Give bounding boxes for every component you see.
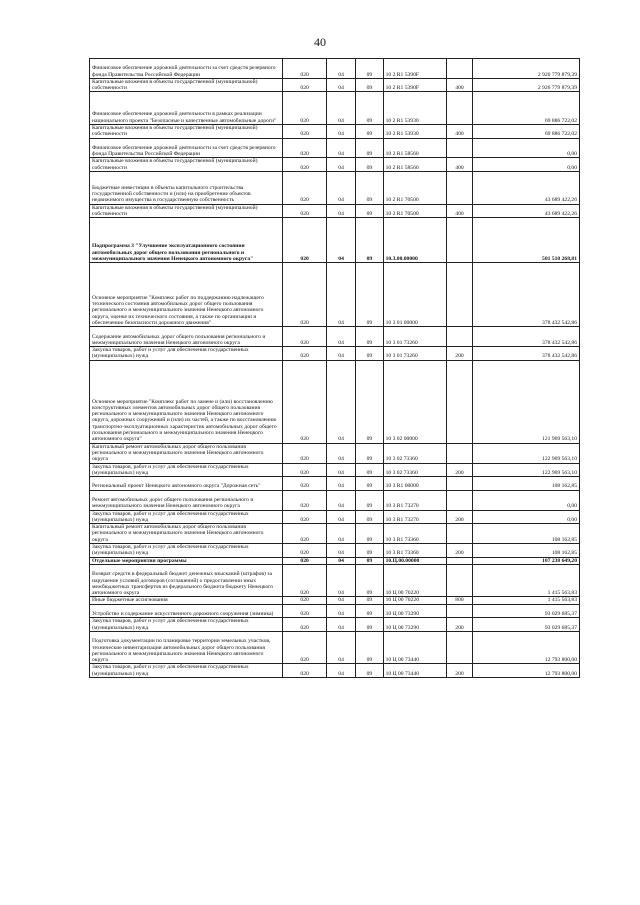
- row-admin-code: 020: [283, 347, 327, 361]
- row-target-article: 10 2 R1 70500: [383, 172, 447, 205]
- row-expense-kind: [447, 138, 472, 158]
- row-amount: 378 432 542,86: [472, 347, 579, 361]
- row-name: Закупка товаров, работ и услуг для обеспечения государственных (муниципальных) нужд: [90, 618, 283, 632]
- table-row: [90, 664, 580, 678]
- row-section: 04: [326, 510, 355, 524]
- row-amount: 501 510 268,81: [472, 218, 579, 263]
- row-subsection: 09: [356, 347, 383, 361]
- row-admin-code: 020: [283, 327, 327, 347]
- row-section: 04: [326, 124, 355, 138]
- row-admin-code: 020: [283, 524, 327, 544]
- row-expense-kind: [447, 477, 472, 491]
- row-expense-kind: [447, 92, 472, 125]
- row-admin-code: 020: [283, 158, 327, 172]
- row-section: 04: [326, 138, 355, 158]
- row-section: 04: [326, 59, 355, 79]
- row-name: Финансовое обеспечение дорожной деятельности в рамках реализации национального проекта "Безопасные и качественные автомобильные дороги": [90, 92, 283, 125]
- row-expense-kind: [447, 631, 472, 664]
- page-number: 40: [314, 35, 326, 49]
- row-name: Бюджетные инвестиции в объекты капитального строительства государственной собственности и (или) на приобретение объектов недвижимого имущества в государственную собственность: [90, 172, 283, 205]
- row-admin-code: 020: [283, 204, 327, 218]
- row-expense-kind: [447, 360, 472, 443]
- row-expense-kind: [447, 218, 472, 263]
- row-admin-code: 020: [283, 78, 327, 92]
- row-target-article: 10 2 R1 70500: [383, 204, 447, 218]
- row-subsection: 09: [356, 631, 383, 664]
- row-amount: 0,00: [472, 138, 579, 158]
- row-admin-code: 020: [283, 138, 327, 158]
- row-target-article: 10 3 R1 00000: [383, 477, 447, 491]
- row-amount: 1 415 563,83: [472, 564, 579, 597]
- row-target-article: 10 3 R1 73270: [383, 490, 447, 510]
- row-expense-kind: 200: [447, 664, 472, 678]
- row-section: 04: [326, 218, 355, 263]
- row-name: Иные бюджетные ассигнования: [90, 597, 283, 604]
- row-expense-kind: 400: [447, 204, 472, 218]
- row-admin-code: 020: [283, 604, 327, 618]
- row-section: 04: [326, 347, 355, 361]
- table-row: [90, 604, 580, 618]
- row-amount: 2 926 779 879,39: [472, 59, 579, 79]
- row-expense-kind: [447, 172, 472, 205]
- row-section: 04: [326, 604, 355, 618]
- row-amount: 1 415 563,83: [472, 597, 579, 604]
- row-amount: 378 432 542,86: [472, 327, 579, 347]
- row-expense-kind: [447, 59, 472, 79]
- row-expense-kind: [447, 443, 472, 463]
- table-row: [90, 477, 580, 491]
- row-section: 04: [326, 490, 355, 510]
- row-subsection: 09: [356, 597, 383, 604]
- table-row: [90, 564, 580, 597]
- row-target-article: 10 2 R1 5390F: [383, 59, 447, 79]
- table-row: [90, 327, 580, 347]
- row-name: Закупка товаров, работ и услуг для обеспечения государственных (муниципальных) нужд: [90, 664, 283, 678]
- table-row: [90, 124, 580, 138]
- row-expense-kind: 400: [447, 78, 472, 92]
- budget-table-body: [90, 59, 580, 678]
- table-row: [90, 204, 580, 218]
- row-expense-kind: 200: [447, 463, 472, 477]
- row-amount: 43 689 422,26: [472, 204, 579, 218]
- row-admin-code: 020: [283, 490, 327, 510]
- row-target-article: 10 Ц 00 73290: [383, 618, 447, 632]
- row-name: Капитальные вложения в объекты государственной (муниципальной) собственности: [90, 204, 283, 218]
- row-name: Капитальный ремонт автомобильных дорог общего пользования регионального и межмуниципального значения Ненецкого автономного округа: [90, 443, 283, 463]
- table-row: [90, 138, 580, 158]
- row-target-article: 10 3 R1 73360: [383, 524, 447, 544]
- row-expense-kind: 200: [447, 544, 472, 558]
- row-admin-code: 020: [283, 557, 327, 564]
- table-row: [90, 510, 580, 524]
- row-target-article: 10 Ц 00 70220: [383, 564, 447, 597]
- row-name: Основное мероприятие "Комплекс работ по замене и (или) восстановлению конструктивных элементов автомобильных дорог общего пользования регионального и межмуниципального значения Ненецкого автономного округа, дорожных сооружений и (или) их частей, а также по восстановлению транспортно-эксплуатационных характеристик автомобильных дорог общего пользования регионального и межмуниципального значения Ненецкого автономного округа": [90, 360, 283, 443]
- row-amount: 108 162,85: [472, 544, 579, 558]
- row-subsection: 09: [356, 510, 383, 524]
- row-expense-kind: [447, 524, 472, 544]
- row-expense-kind: 200: [447, 347, 472, 361]
- table-row: [90, 597, 580, 604]
- row-section: 04: [326, 557, 355, 564]
- row-subsection: 09: [356, 524, 383, 544]
- row-name: Капитальные вложения в объекты государственной (муниципальной) собственности: [90, 158, 283, 172]
- row-name: Содержание автомобильных дорог общего пользования регионального и межмуниципального значения Ненецкого автономного округа: [90, 327, 283, 347]
- row-amount: 12 793 800,00: [472, 664, 579, 678]
- row-subsection: 09: [356, 218, 383, 263]
- table-row: [90, 92, 580, 125]
- row-name: Региональный проект Ненецкого автономного округа "Дорожная сеть": [90, 477, 283, 491]
- row-section: 04: [326, 477, 355, 491]
- row-expense-kind: [447, 490, 472, 510]
- row-section: 04: [326, 172, 355, 205]
- row-name: Капитальный ремонт автомобильных дорог общего пользования регионального и межмуниципального значения Ненецкого автономного округа: [90, 524, 283, 544]
- row-target-article: 10 3 02 00000: [383, 360, 447, 443]
- row-target-article: 10 2 R1 5390F: [383, 78, 447, 92]
- row-section: 04: [326, 78, 355, 92]
- row-target-article: 10 3 R1 73360: [383, 544, 447, 558]
- row-target-article: 10 3 01 00000: [383, 263, 447, 327]
- row-admin-code: 020: [283, 443, 327, 463]
- row-amount: 93 029 685,37: [472, 604, 579, 618]
- row-amount: 107 238 649,20: [472, 557, 579, 564]
- row-name: Финансовое обеспечение дорожной деятельности за счет средств резервного фонда Правительства Российской Федерации: [90, 59, 283, 79]
- row-target-article: 10 3 02 73360: [383, 443, 447, 463]
- table-row: [90, 59, 580, 79]
- row-section: 04: [326, 158, 355, 172]
- row-subsection: 09: [356, 158, 383, 172]
- row-subsection: 09: [356, 557, 383, 564]
- row-name: Капитальные вложения в объекты государственной (муниципальной) собственности: [90, 124, 283, 138]
- row-section: 04: [326, 631, 355, 664]
- row-section: 04: [326, 463, 355, 477]
- row-section: 04: [326, 204, 355, 218]
- row-subsection: 09: [356, 490, 383, 510]
- row-admin-code: 020: [283, 463, 327, 477]
- row-target-article: 10 2 R1 58560: [383, 138, 447, 158]
- row-admin-code: 020: [283, 564, 327, 597]
- row-subsection: 09: [356, 204, 383, 218]
- row-section: 04: [326, 92, 355, 125]
- row-subsection: 09: [356, 664, 383, 678]
- row-admin-code: 020: [283, 263, 327, 327]
- row-target-article: 10 2 R1 53930: [383, 92, 447, 125]
- row-subsection: 09: [356, 544, 383, 558]
- row-target-article: 10 Ц 00 73440: [383, 664, 447, 678]
- row-amount: 122 969 563,10: [472, 443, 579, 463]
- row-subsection: 09: [356, 443, 383, 463]
- row-name: Подготовка документации по планировке территории земельных участков, технические инвентаризации автомобильных дорог общего пользования регионального и межмуниципального значения Ненецкого автономного округа: [90, 631, 283, 664]
- row-name: Финансовое обеспечение дорожной деятельности за счет средств резервного фонда Правительства Российской Федерации: [90, 138, 283, 158]
- row-expense-kind: 200: [447, 618, 472, 632]
- table-row: [90, 631, 580, 664]
- row-expense-kind: 800: [447, 597, 472, 604]
- row-amount: 93 029 685,37: [472, 618, 579, 632]
- row-amount: 108 162,85: [472, 524, 579, 544]
- row-admin-code: 020: [283, 664, 327, 678]
- table-row: [90, 263, 580, 327]
- row-target-article: 10 Ц 00 73440: [383, 631, 447, 664]
- row-subsection: 09: [356, 463, 383, 477]
- row-admin-code: 020: [283, 360, 327, 443]
- row-section: 04: [326, 327, 355, 347]
- table-row: [90, 218, 580, 263]
- table-row: [90, 158, 580, 172]
- row-section: 04: [326, 618, 355, 632]
- row-subsection: 09: [356, 78, 383, 92]
- row-subsection: 09: [356, 618, 383, 632]
- table-row: [90, 544, 580, 558]
- row-subsection: 09: [356, 124, 383, 138]
- row-amount: 43 689 422,26: [472, 172, 579, 205]
- row-target-article: 10.3.00.00000: [383, 218, 447, 263]
- row-target-article: 10 3 02 73360: [383, 463, 447, 477]
- row-admin-code: 020: [283, 59, 327, 79]
- row-name: Отдельные мероприятия программы: [90, 557, 283, 564]
- row-target-article: 10 Ц 00 73290: [383, 604, 447, 618]
- table-row: [90, 78, 580, 92]
- table-row: [90, 443, 580, 463]
- row-admin-code: 020: [283, 544, 327, 558]
- row-target-article: 10 3 01 73260: [383, 347, 447, 361]
- row-section: 04: [326, 360, 355, 443]
- row-subsection: 09: [356, 138, 383, 158]
- row-section: 04: [326, 564, 355, 597]
- row-admin-code: 020: [283, 477, 327, 491]
- row-target-article: 10 Ц 00 70220: [383, 597, 447, 604]
- row-admin-code: 020: [283, 124, 327, 138]
- row-target-article: 10 3 R1 73270: [383, 510, 447, 524]
- table-row: [90, 347, 580, 361]
- row-section: 04: [326, 263, 355, 327]
- row-expense-kind: [447, 557, 472, 564]
- budget-table: [89, 58, 580, 678]
- row-admin-code: 020: [283, 92, 327, 125]
- row-amount: 378 432 542,86: [472, 263, 579, 327]
- row-subsection: 09: [356, 564, 383, 597]
- row-subsection: 09: [356, 477, 383, 491]
- row-amount: 69 886 722,02: [472, 92, 579, 125]
- row-subsection: 09: [356, 360, 383, 443]
- row-name: Устройство и содержание искусственного дорожного сооружения (зимника): [90, 604, 283, 618]
- row-name: Возврат средств в федеральный бюджет денежных взысканий (штрафов) за нарушение условий договоров (соглашений) о предоставлении иных межбюджетных трансфертов из федерального бюджета бюджету Ненецкого автономного округа: [90, 564, 283, 597]
- row-name: Закупка товаров, работ и услуг для обеспечения государственных (муниципальных) нужд: [90, 544, 283, 558]
- row-expense-kind: 400: [447, 158, 472, 172]
- table-row: [90, 490, 580, 510]
- row-target-article: 10 2 R1 58560: [383, 158, 447, 172]
- row-amount: 122 969 563,10: [472, 463, 579, 477]
- row-admin-code: 020: [283, 510, 327, 524]
- table-row: [90, 463, 580, 477]
- table-row: [90, 360, 580, 443]
- row-expense-kind: [447, 327, 472, 347]
- row-name: Закупка товаров, работ и услуг для обеспечения государственных (муниципальных) нужд: [90, 347, 283, 361]
- row-amount: 108 162,85: [472, 477, 579, 491]
- row-subsection: 09: [356, 59, 383, 79]
- row-name: Основное мероприятие "Комплекс работ по поддержанию надлежащего технического состояния автомобильных дорог общего пользования регионального и межмуниципального значения Ненецкого автономного округа, оценке их технического состояния, а также по организации и обеспечению безопасности дорожного движения": [90, 263, 283, 327]
- table-row: [90, 172, 580, 205]
- row-name: Закупка товаров, работ и услуг для обеспечения государственных (муниципальных) нужд: [90, 510, 283, 524]
- row-subsection: 09: [356, 263, 383, 327]
- row-subsection: 09: [356, 172, 383, 205]
- row-expense-kind: [447, 604, 472, 618]
- row-name: Подпрограмма 3 "Улучшение эксплуатационного состояния автомобильных дорог общего пользования регионального и межмуниципального значения Ненецкого автономного округа": [90, 218, 283, 263]
- row-expense-kind: 200: [447, 510, 472, 524]
- row-admin-code: 020: [283, 631, 327, 664]
- table-row: [90, 524, 580, 544]
- row-subsection: 09: [356, 604, 383, 618]
- row-target-article: 10 3 01 73260: [383, 327, 447, 347]
- row-admin-code: 020: [283, 172, 327, 205]
- row-section: 04: [326, 524, 355, 544]
- row-name: Ремонт автомобильных дорог общего пользования регионального и межмуниципального значения Ненецкого автономного округа: [90, 490, 283, 510]
- table-row: [90, 618, 580, 632]
- row-section: 04: [326, 544, 355, 558]
- row-amount: 12 793 800,00: [472, 631, 579, 664]
- row-amount: 2 926 779 879,39: [472, 78, 579, 92]
- table-row: [90, 557, 580, 564]
- row-amount: 0,00: [472, 158, 579, 172]
- row-section: 04: [326, 664, 355, 678]
- row-target-article: 10.Ц.00.00000: [383, 557, 447, 564]
- row-admin-code: 020: [283, 618, 327, 632]
- row-target-article: 10 2 R1 53930: [383, 124, 447, 138]
- row-amount: 0,00: [472, 490, 579, 510]
- row-admin-code: 020: [283, 597, 327, 604]
- row-name: Закупка товаров, работ и услуг для обеспечения государственных (муниципальных) нужд: [90, 463, 283, 477]
- row-name: Капитальные вложения в объекты государственной (муниципальной) собственности: [90, 78, 283, 92]
- row-expense-kind: 400: [447, 124, 472, 138]
- row-amount: 69 886 722,02: [472, 124, 579, 138]
- row-section: 04: [326, 597, 355, 604]
- row-subsection: 09: [356, 327, 383, 347]
- row-subsection: 09: [356, 92, 383, 125]
- row-expense-kind: [447, 263, 472, 327]
- row-admin-code: 020: [283, 218, 327, 263]
- row-section: 04: [326, 443, 355, 463]
- row-amount: 0,00: [472, 510, 579, 524]
- row-amount: 121 969 563,10: [472, 360, 579, 443]
- row-expense-kind: [447, 564, 472, 597]
